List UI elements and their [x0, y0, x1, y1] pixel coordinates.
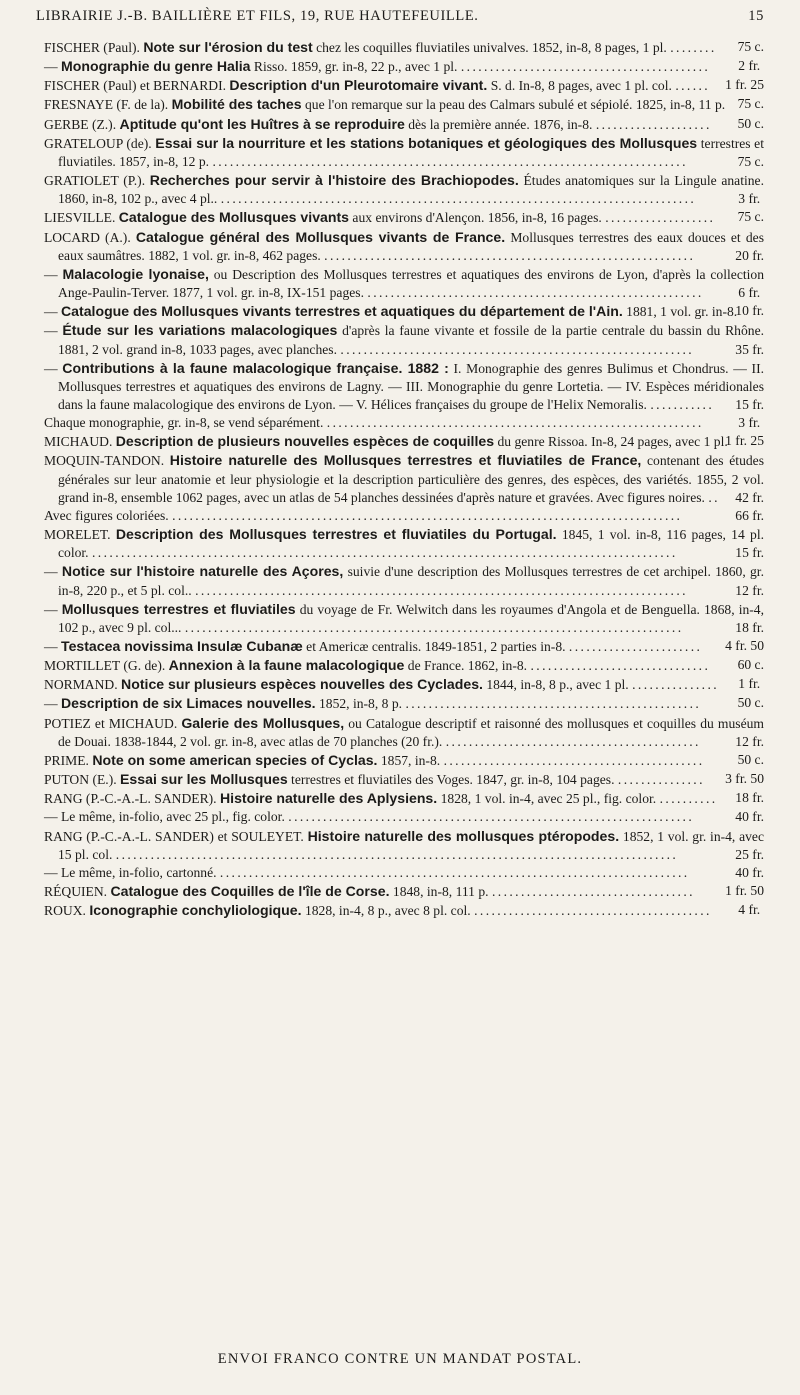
- entry-author: MORELET.: [44, 527, 116, 543]
- entry-description: 1844, in-8, 8 p., avec 1 pl.: [482, 677, 629, 693]
- entry-author: LOCARD (A.).: [44, 229, 136, 245]
- catalogue-entries: [44, 38, 764, 920]
- entry-description: Mollusques terrestres des eaux douces et des eaux saumâtres. 1882, 1 vol. gr. in-8, 462 pages.: [58, 229, 764, 263]
- entry-price: 1 fr. 25: [725, 77, 764, 93]
- catalogue-entry: [44, 432, 764, 451]
- entry-author: —: [44, 864, 61, 880]
- entry-author: NORMAND.: [44, 677, 122, 693]
- dot-leader: ..................................................................................: [220, 191, 697, 207]
- entry-title: Testacea novissima Insulæ Cubanæ: [61, 638, 303, 654]
- dot-leader: .......................: [568, 639, 703, 654]
- catalogue-entry: [44, 57, 764, 76]
- entry-description: de France. 1862, in-8.: [404, 658, 528, 674]
- catalogue-entry: [44, 321, 764, 358]
- catalogue-entry: [44, 600, 764, 637]
- entry-description: 1881, 1 vol. gr. in-8.: [622, 304, 738, 320]
- entry-author: RÉQUIEN.: [44, 884, 111, 900]
- catalogue-entry: [44, 864, 764, 882]
- entry-price: 1 fr. 50: [725, 883, 764, 899]
- entry-description: d'après la faune vivante et fossile de la partie centrale du bassin du Rhône. 1881, 2 vol. grand in-8, 1033 pages, avec planches.: [58, 323, 765, 357]
- dot-leader: ............................................: [445, 733, 701, 749]
- entry-description: suivie d'une description des Mollusques terrestres de cet archipel. 1860, gr. in-8, 220 p., et 5 pl. col..: [58, 564, 764, 598]
- catalogue-entry: [44, 76, 764, 95]
- entry-title: Histoire naturelle des mollusques ptéropodes.: [307, 827, 620, 844]
- entry-price: 6 fr.: [738, 285, 761, 301]
- entry-text: [44, 865, 217, 880]
- entry-title: Mollusques terrestres et fluviatiles: [61, 600, 296, 617]
- catalogue-entry: [44, 95, 764, 114]
- entry-description: aux environs d'Alençon. 1856, in-8, 16 pages.: [349, 210, 602, 226]
- entry-price: 75 c.: [737, 209, 764, 225]
- entry-author: —: [44, 696, 61, 712]
- entry-description: Risso. 1859, gr. in-8, 22 p., avec 1 pl.: [250, 59, 458, 75]
- dot-leader: ......: [675, 78, 711, 94]
- entry-author: LIESVILLE.: [44, 210, 119, 226]
- entry-price: 40 fr.: [735, 864, 764, 880]
- catalogue-entry: [44, 525, 764, 562]
- entry-text: [44, 210, 602, 225]
- entry-price: 10 fr.: [735, 303, 764, 319]
- entry-description: contenant des études générales sur leur anatomie et leur physiologie et la description particulière des genres, des espèces, des variétés. 1855, 2 vol. grand in-8, ensemble 1062 pages, avec un atlas de 54 planches dessinées d'après nature et gravées. Avec figures noires.: [58, 453, 764, 505]
- catalogue-entry: [44, 827, 764, 864]
- entry-price: 15 fr.: [735, 545, 764, 561]
- entry-description: 1852, in-8, 8 p.: [315, 696, 403, 712]
- entry-price: 18 fr.: [735, 619, 764, 635]
- entry-author: —: [44, 59, 61, 75]
- entry-text: [44, 415, 323, 430]
- entry-text: [44, 434, 728, 449]
- dot-leader: .................................................................: [326, 415, 704, 431]
- dot-leader: .................................................................................................: [115, 846, 679, 862]
- entry-title: Mobilité des taches: [171, 96, 302, 113]
- entry-author: RANG (P.-C.-A.-L. SANDER).: [44, 791, 220, 807]
- entry-text: [44, 884, 489, 899]
- entry-description: S. d. In-8, 8 pages, avec 1 pl. col.: [487, 78, 672, 94]
- entry-description: 1848, in-8, 111 p.: [389, 884, 489, 900]
- entry-price: 1 fr. 25: [725, 433, 764, 449]
- entry-author: PUTON (E.).: [44, 772, 121, 788]
- entry-title: Annexion à la faune malacologique: [168, 657, 405, 674]
- dot-leader: ..........: [659, 791, 718, 807]
- entry-title: Notice sur plusieurs espèces nouvelles des Cyclades.: [121, 676, 483, 693]
- entry-text: [44, 40, 667, 55]
- dot-leader: ...........: [650, 396, 715, 412]
- entry-text: [44, 809, 285, 824]
- page-number: 15: [748, 8, 764, 24]
- entry-title: Description des Mollusques terrestres et fluviatiles du Portugal.: [115, 526, 557, 543]
- catalogue-entry: [44, 901, 764, 920]
- entry-text: [44, 639, 566, 654]
- entry-price: 18 fr.: [735, 790, 764, 806]
- dot-leader: ...................................: [491, 884, 695, 900]
- catalogue-entry: [44, 770, 764, 789]
- entry-author: FRESNAYE (F. de la).: [44, 97, 172, 113]
- entry-title: Contributions à la faune malacologique française. 1882 :: [62, 359, 449, 376]
- dot-leader: ....................: [595, 116, 712, 132]
- dot-leader: ...............: [632, 677, 720, 693]
- entry-description: 1852, 1 vol. gr. in-4, avec 15 pl. col.: [58, 828, 764, 862]
- catalogue-entry: [44, 115, 764, 134]
- entry-title: Histoire naturelle des Mollusques terrestres et fluviatiles de France,: [169, 452, 642, 469]
- entry-description: Études anatomiques sur la Lingule anatine. 1860, in-8, 102 p., avec 4 pl..: [58, 173, 764, 207]
- entry-author: GERBE (Z.).: [44, 116, 120, 132]
- entry-text: [44, 453, 764, 504]
- entry-text: [44, 903, 471, 918]
- entry-price: 15 fr.: [735, 396, 764, 412]
- dot-leader: ......................................................................: [288, 809, 695, 825]
- entry-description: du genre Rissoa. In-8, 24 pages, avec 1 pl.: [494, 434, 728, 450]
- entry-price: 50 c.: [737, 695, 764, 711]
- entry-price: 12 fr.: [735, 733, 764, 749]
- entry-text: [44, 677, 629, 692]
- entry-description: terrestres et fluviatiles. 1857, in-8, 12 p.: [58, 135, 764, 169]
- entry-author: ROUX.: [44, 903, 90, 919]
- dot-leader: .............................................................: [340, 341, 695, 357]
- entry-price: 2 fr.: [738, 58, 761, 74]
- entry-title: Essai sur les Mollusques: [120, 771, 288, 788]
- dot-leader: ...........................................: [460, 59, 711, 75]
- entry-title: Note on some american species of Cyclas.: [92, 751, 378, 768]
- catalogue-entry: [44, 228, 764, 265]
- entry-text: [44, 753, 440, 768]
- entry-title: Catalogue des Mollusques vivants: [118, 209, 350, 226]
- entry-title: Étude sur les variations malacologiques: [62, 322, 338, 339]
- entry-description: ou Catalogue descriptif et raisonné des mollusques et coquilles du muséum de Douai. 1838-1844, 2 vol. gr. in-8, avec atlas de 70 planches (20 fr.).: [58, 715, 764, 749]
- catalogue-entry: [44, 302, 764, 321]
- dot-leader: .........................................: [474, 903, 712, 919]
- entry-text: [44, 97, 725, 112]
- catalogue-entry: [44, 38, 764, 57]
- entry-text: [44, 304, 737, 319]
- entry-title: Essai sur la nourriture et les stations botaniques et géologiques des Mollusques: [155, 134, 698, 151]
- entry-price: 4 fr. 50: [725, 638, 764, 653]
- entry-description: Avec figures coloriées.: [44, 507, 169, 523]
- dot-leader: ................................................................: [324, 247, 696, 263]
- entry-description: ou Description des Mollusques terrestres et aquatiques des environs de Lyon, d'après la collection Ange-Paulin-Terver. 1877, 1 vol. gr. in-8, IX-151 pages.: [58, 266, 765, 301]
- entry-price: 12 fr.: [735, 582, 764, 598]
- running-header: [36, 6, 764, 30]
- entry-title: Aptitude qu'ont les Huîtres à se reproduire: [119, 115, 405, 132]
- catalogue-entry: [44, 171, 764, 208]
- entry-author: POTIEZ et MICHAUD.: [44, 715, 182, 731]
- catalogue-entry: [44, 694, 764, 713]
- catalogue-entry: [44, 808, 764, 826]
- entry-price: 20 fr.: [735, 247, 764, 263]
- entry-title: Histoire naturelle des Aplysiens.: [219, 790, 438, 807]
- entry-text: [44, 59, 457, 74]
- dot-leader: .................................................................................: [219, 864, 690, 880]
- entry-title: Galerie des Mollusques,: [181, 714, 345, 731]
- entry-price: 4 fr.: [738, 902, 761, 918]
- entry-title: Description de six Limaces nouvelles.: [61, 695, 316, 712]
- entry-author: —: [44, 266, 63, 282]
- entry-description: Chaque monographie, gr. in-8, se vend séparément.: [44, 415, 324, 431]
- entry-author: —: [44, 323, 63, 339]
- catalogue-entry: [44, 414, 764, 432]
- dot-leader: ........................................................................................: [172, 507, 683, 523]
- entry-price: 50 c.: [737, 751, 764, 767]
- dot-leader: ..........................................................: [367, 285, 704, 301]
- catalogue-entry: [44, 134, 764, 171]
- entry-description: I. Monographie des genres Bulimus et Chondrus. — II. Mollusques terrestres et aquatiques des environs de Lagny. — III. Monographie du genre Lortetia. — IV. Espèces méridionales dans la faune malacologique des environs de Lyon. — V. Hélices françaises du groupe de l'Helix Nemoralis.: [58, 360, 764, 412]
- publisher-address: LIBRAIRIE J.-B. BAILLIÈRE ET FILS, 19, RUE HAUTEFEUILLE.: [36, 8, 479, 24]
- entry-title: Note sur l'érosion du test: [143, 39, 313, 55]
- catalogue-entry: [44, 656, 764, 675]
- entry-title: Description de plusieurs nouvelles espèces de coquilles: [115, 433, 495, 450]
- entry-author: —: [44, 304, 61, 320]
- dot-leader: ......................................................................................: [184, 619, 684, 635]
- entry-price: 3 fr.: [738, 191, 761, 207]
- catalogue-entry: [44, 265, 764, 302]
- entry-price: 75 c.: [737, 96, 764, 112]
- entry-text: [44, 658, 527, 673]
- entry-author: RANG (P.-C.-A.-L. SANDER) et SOULEYET.: [44, 828, 308, 844]
- catalogue-entry: [44, 507, 764, 525]
- entry-price: 66 fr.: [735, 507, 764, 523]
- dot-leader: ..: [708, 489, 720, 505]
- catalogue-entry: [44, 882, 764, 901]
- catalogue-entry: [44, 751, 764, 770]
- entry-title: Monographie du genre Halia: [61, 58, 251, 75]
- entry-author: —: [44, 601, 62, 617]
- entry-author: MORTILLET (G. de).: [44, 658, 169, 674]
- entry-description: dès la première année. 1876, in-8.: [404, 116, 593, 132]
- entry-author: FISCHER (Paul).: [44, 40, 144, 55]
- dot-leader: ...............: [617, 772, 705, 788]
- entry-price: 3 fr.: [738, 415, 761, 431]
- entry-title: Iconographie conchyliologique.: [89, 902, 302, 919]
- entry-description: 1828, in-4, 8 p., avec 8 pl. col.: [301, 903, 471, 919]
- entry-title: Catalogue des Mollusques vivants terrestres et aquatiques du département de l'Ain.: [61, 303, 623, 320]
- dot-leader: .....................................................................................................: [92, 545, 678, 561]
- entry-description: 1845, 1 vol. in-8, 116 pages, 14 pl. color.: [58, 527, 765, 561]
- entry-text: [44, 772, 614, 787]
- entry-author: GRATELOUP (de).: [44, 135, 156, 151]
- entry-description: que l'on remarque sur la peau des Calmars subulé et sépiolé. 1825, in-8, 11 p.: [301, 97, 726, 113]
- entry-text: [44, 78, 672, 93]
- entry-description: chez les coquilles fluviatiles univalves. 1852, in-8, 8 pages, 1 pl.: [312, 40, 667, 55]
- entry-text: [44, 791, 656, 806]
- entry-price: 35 fr.: [735, 341, 764, 357]
- entry-title: Catalogue général des Mollusques vivants de France.: [135, 228, 506, 245]
- entry-price: 75 c.: [737, 153, 764, 169]
- entry-description: et Americæ centralis. 1849-1851, 2 parties in-8.: [302, 639, 566, 654]
- dot-leader: ...............................: [530, 658, 711, 674]
- entry-price: 60 c.: [737, 657, 764, 673]
- entry-text: [44, 117, 592, 132]
- dot-leader: ..................................................................................: [212, 153, 688, 169]
- catalogue-entry: [44, 675, 764, 694]
- catalogue-entry: [44, 359, 764, 414]
- entry-price: 75 c.: [737, 39, 764, 54]
- entry-description: terrestres et fluviatiles des Voges. 1847, gr. in-8, 104 pages.: [287, 772, 615, 788]
- entry-author: MICHAUD.: [44, 434, 116, 450]
- dot-leader: ........: [670, 40, 717, 55]
- catalogue-entry: [44, 714, 764, 751]
- catalogue-entry: [44, 789, 764, 808]
- entry-author: —: [44, 639, 61, 654]
- entry-title: Description d'un Pleurotomaire vivant.: [229, 77, 488, 94]
- entry-description: Le même, in-folio, avec 25 pl., fig. color.: [61, 809, 285, 825]
- entry-title: Notice sur l'histoire naturelle des Açores,: [61, 563, 344, 580]
- entry-text: [44, 508, 169, 523]
- catalogue-entry: [44, 562, 764, 599]
- catalogue-entry: [44, 208, 764, 227]
- entry-description: du voyage de Fr. Welwitch dans les royaumes d'Angola et de Benguella. 1868, in-4, 102 p., avec 9 pl. col...: [58, 601, 764, 635]
- entry-price: 42 fr.: [735, 489, 764, 505]
- entry-title: Recherches pour servir à l'histoire des Brachiopodes.: [149, 172, 519, 189]
- entry-author: PRIME.: [44, 752, 93, 768]
- catalogue-entry: [44, 451, 764, 506]
- entry-price: 50 c.: [737, 115, 764, 131]
- dot-leader: ...................................................: [405, 696, 702, 712]
- entry-price: 40 fr.: [735, 809, 764, 825]
- entry-description: 1857, in-8.: [377, 752, 441, 768]
- entry-author: MOQUIN-TANDON.: [44, 453, 170, 469]
- entry-title: Malacologie lyonaise,: [62, 265, 209, 282]
- dot-leader: .............................................: [443, 752, 705, 768]
- entry-author: —: [44, 564, 62, 580]
- entry-price: 25 fr.: [735, 846, 764, 862]
- dot-leader: ...................: [605, 210, 716, 226]
- footer-notice: ENVOI FRANCO CONTRE UN MANDAT POSTAL.: [217, 1351, 583, 1367]
- entry-author: —: [44, 360, 63, 376]
- entry-description: 1828, 1 vol. in-4, avec 25 pl., fig. color.: [437, 791, 657, 807]
- entry-author: FISCHER (Paul) et BERNARDI.: [44, 78, 230, 94]
- entry-description: Le même, in-folio, cartonné.: [61, 864, 217, 880]
- entry-price: 1 fr.: [738, 676, 761, 692]
- entry-title: Catalogue des Coquilles de l'île de Corse.: [110, 883, 390, 900]
- entry-price: 3 fr. 50: [725, 771, 764, 787]
- entry-author: —: [44, 809, 61, 825]
- entry-author: GRATIOLET (P.).: [44, 173, 150, 189]
- entry-text: [44, 696, 402, 711]
- catalogue-entry: [44, 637, 764, 656]
- dot-leader: .....................................................................................: [195, 582, 688, 598]
